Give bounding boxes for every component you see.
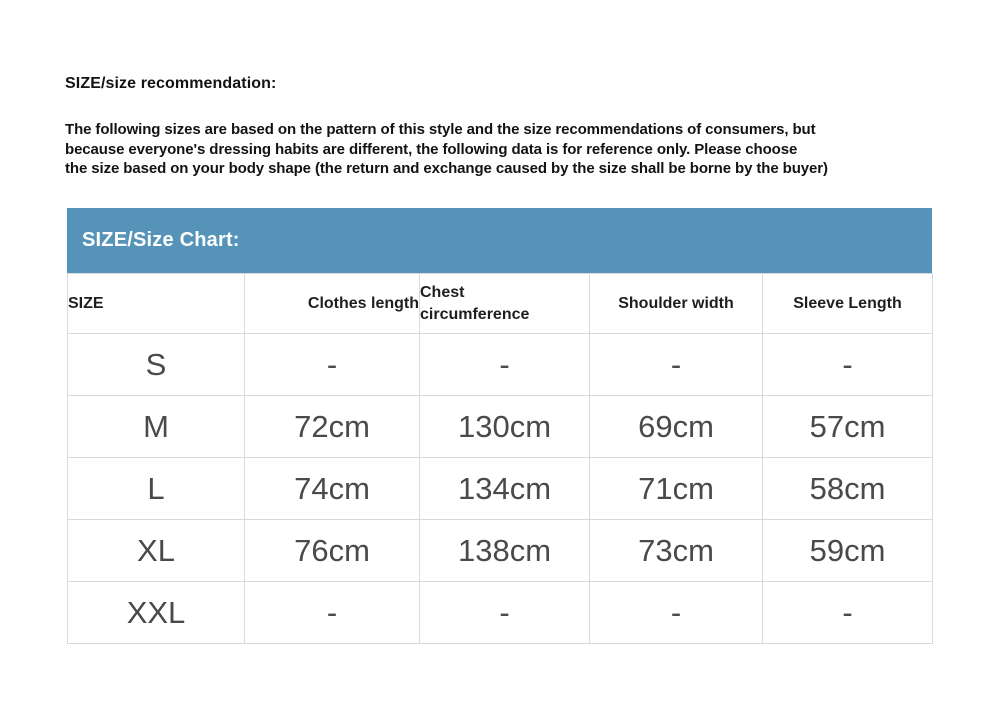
shoulder-cell: 73cm bbox=[590, 520, 763, 582]
shoulder-cell: 69cm bbox=[590, 396, 763, 458]
column-header-shoulder-width: Shoulder width bbox=[590, 274, 763, 334]
size-cell: S bbox=[68, 334, 245, 396]
size-cell: L bbox=[68, 458, 245, 520]
shoulder-cell: - bbox=[590, 334, 763, 396]
size-cell: XXL bbox=[68, 582, 245, 644]
chest-cell: 134cm bbox=[420, 458, 590, 520]
page-title: SIZE/size recommendation: bbox=[65, 75, 277, 92]
column-header-chest-circumference: Chest circumference bbox=[420, 274, 590, 334]
clothes-length-cell: 72cm bbox=[245, 396, 420, 458]
sleeve-cell: - bbox=[763, 582, 933, 644]
chest-cell: 130cm bbox=[420, 396, 590, 458]
chest-cell: - bbox=[420, 582, 590, 644]
table-row-s bbox=[68, 334, 933, 396]
size-chart-section bbox=[67, 208, 932, 644]
sleeve-cell: 58cm bbox=[763, 458, 933, 520]
table-row-m bbox=[68, 396, 933, 458]
sleeve-cell: 57cm bbox=[763, 396, 933, 458]
sleeve-cell: 59cm bbox=[763, 520, 933, 582]
size-cell: XL bbox=[68, 520, 245, 582]
clothes-length-cell: - bbox=[245, 334, 420, 396]
chest-cell: 138cm bbox=[420, 520, 590, 582]
table-header-row bbox=[68, 274, 933, 334]
column-header-clothes-length: Clothes length bbox=[245, 274, 420, 334]
column-header-size: SIZE bbox=[68, 274, 245, 334]
chest-cell: - bbox=[420, 334, 590, 396]
sleeve-cell: - bbox=[763, 334, 933, 396]
table-row-l bbox=[68, 458, 933, 520]
size-chart-table bbox=[67, 273, 933, 644]
size-chart-title: SIZE/Size Chart: bbox=[82, 229, 240, 251]
description-line: The following sizes are based on the pattern of this style and the size recommendations of consumers, but bbox=[65, 121, 816, 138]
clothes-length-cell: 74cm bbox=[245, 458, 420, 520]
description-line: because everyone's dressing habits are different, the following data is for reference only. Please choose bbox=[65, 140, 798, 158]
shoulder-cell: - bbox=[590, 582, 763, 644]
column-header-sleeve-length: Sleeve Length bbox=[763, 274, 933, 334]
description-paragraph bbox=[65, 120, 950, 179]
size-cell: M bbox=[68, 396, 245, 458]
shoulder-cell: 71cm bbox=[590, 458, 763, 520]
clothes-length-cell: - bbox=[245, 582, 420, 644]
description-line: the size based on your body shape (the return and exchange caused by the size shall be borne by the buyer) bbox=[65, 160, 828, 177]
table-row-xl bbox=[68, 520, 933, 582]
table-row-xxl bbox=[68, 582, 933, 644]
clothes-length-cell: 76cm bbox=[245, 520, 420, 582]
size-chart-title-bar bbox=[67, 208, 932, 273]
